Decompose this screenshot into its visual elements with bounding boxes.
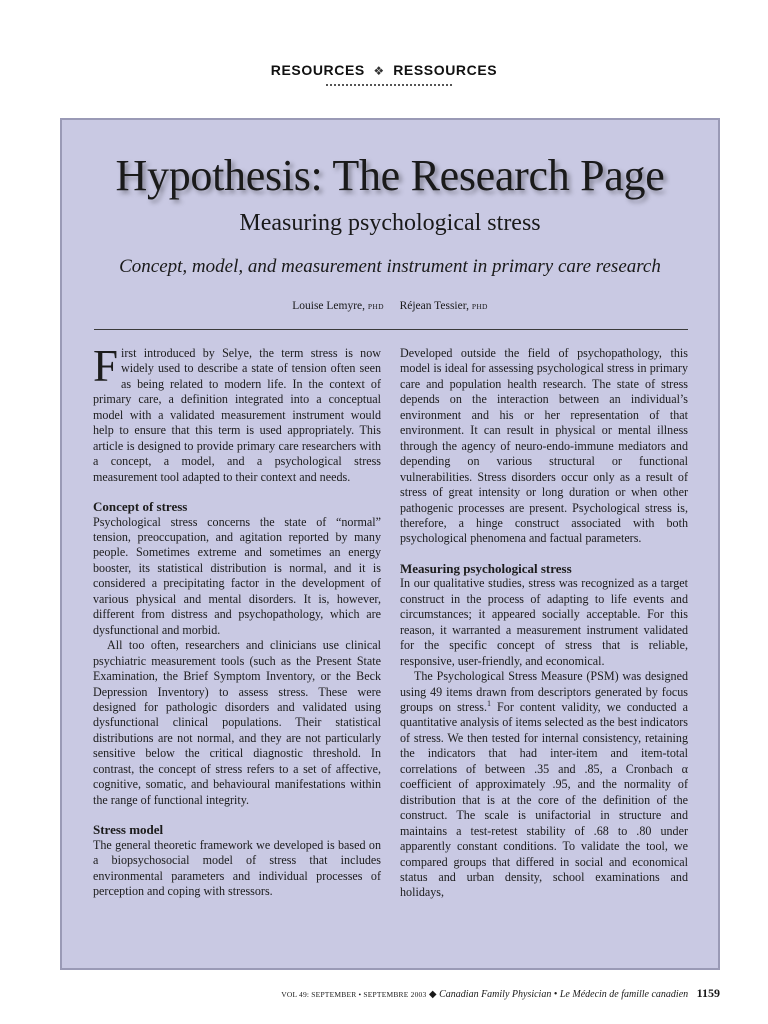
body-paragraph [400, 669, 688, 901]
reference-superscript: 1 [487, 698, 491, 708]
article-tagline: Concept, model, and measurement instrument in primary care research [119, 256, 661, 277]
section-heading-model: Stress model [93, 822, 164, 838]
author-degree: PHD [367, 302, 384, 311]
section-header [0, 62, 768, 78]
section-heading-measuring: Measuring psychological stress [400, 560, 572, 576]
left-column [93, 341, 381, 900]
journal-name-fr: Le Médecin de famille canadien [559, 989, 689, 1000]
page-number: 1159 [696, 986, 720, 1000]
author-line [62, 300, 718, 312]
drop-cap: F [93, 341, 119, 391]
section-label-fr: RESSOURCES [393, 62, 498, 78]
author-name: Louise Lemyre, [292, 300, 366, 312]
journal-name-en: Canadian Family Physician [439, 989, 552, 1000]
article-panel [60, 118, 720, 970]
body-paragraph: Developed outside the field of psychopathology, this model is ideal for assessing psychological stress in primary care and population health research. The state of stress depends on the interaction between an individual’s environment and his or her representation of that environment. It can result in physical or mental illness through the agency of neuro-endo-immune mediators and depending on various structural or functional vulnerabilities. Stress disorders occur only as a result of stress of great intensity or long duration or when other pathogenic processes are present. Psychological stress is, therefore, a hinge construct associated with both psychological phenomena and factual parameters. [400, 346, 688, 546]
body-paragraph: In our qualitative studies, stress was recognized as a target construct in the process of adapting to life events and circumstances; it appeared socially acceptable. For this reason, it warranted a measurement instrument validated for the specific concept of stress that is reliable, responsive, user-friendly, and economical. [400, 576, 688, 668]
body-paragraph: Psychological stress concerns the state of “normal” tension, preoccupation, and agitation reported by many people. Sometimes extreme and sometimes an energy booster, its statistical distribution is normal, and it is considered a precipitating factor in the development of various physical and mental disorders. It is, however, different from distress and psychopathology, which are dysfunctional and morbid. [93, 514, 381, 637]
intro-text: irst introduced by Selye, the term stress is now widely used to describe a state of tension often seen as being related to modern life. In the context of primary care, a definition integrated into a conceptual model with a validated measurement instrument would help to ensure that this term is used appropriately. This article is designed to provide primary care researchers with a concept, a model, and a psychological stress measurement tool adapted to their context and needs. [93, 346, 381, 484]
article-title: Hypothesis: The Research Page [115, 151, 665, 200]
body-paragraph: The general theoretic framework we developed is based on a biopsychosocial model of stress that includes environmental parameters and individual processes of perception and coping with stressors. [93, 837, 381, 899]
footer-bullet: • [553, 989, 558, 1000]
author-degree: PHD [471, 302, 488, 311]
author-name: Réjean Tessier, [399, 300, 469, 312]
body-paragraph: All too often, researchers and clinicians use clinical psychiatric measurement tools (such as the Present State Examination, the Brief Symptom Inventory, or the Beck Depression Inventory) to assess stress. These were designed for pathologic disorders and validated using dysfunctional clinical populations. Their statistical distributions are not normal, and they are not particularly sensitive below the critical diagnostic threshold. In contrast, the concept of stress refers to a set of affective, cognitive, somatic, and behavioural manifestations within the range of functional integrity. [93, 638, 381, 807]
article-subtitle: Measuring psychological stress [239, 210, 541, 236]
psm-text-start: The Psychological Stress Measure (PSM) was designed using 49 items drawn from descriptors generated by focus groups on stress. [400, 669, 688, 715]
title-divider [94, 329, 688, 330]
page-footer [281, 986, 720, 1001]
footer-diamond-icon: ◆ [428, 989, 437, 1000]
volume-info: VOL 49: SEPTEMBER • SEPTEMBRE 2003 [281, 990, 427, 999]
diamond-ornament-icon: ❖ [373, 64, 385, 78]
psm-text-end: For content validity, we conducted a quantitative analysis of items selected as the best indicators of stress. We then tested for internal consistency, retaining the indicators that had inter-item and item-total correlations of between .35 and .85, a Cronbach α coefficient of approximately .95, and the normality of distribution that is at the core of the definition of the construct. The scale is unifactorial in structure and maintains a test-retest stability of .68 to .80 under apparently constant conditions. To validate the tool, we compared groups that differed in social and economical status and urban density, school examinations and holidays, [400, 700, 688, 900]
right-column [400, 346, 688, 901]
header-dotted-divider [326, 84, 452, 86]
section-label-en: RESOURCES [270, 62, 365, 78]
intro-paragraph [93, 341, 381, 485]
section-heading-concept: Concept of stress [93, 499, 188, 515]
